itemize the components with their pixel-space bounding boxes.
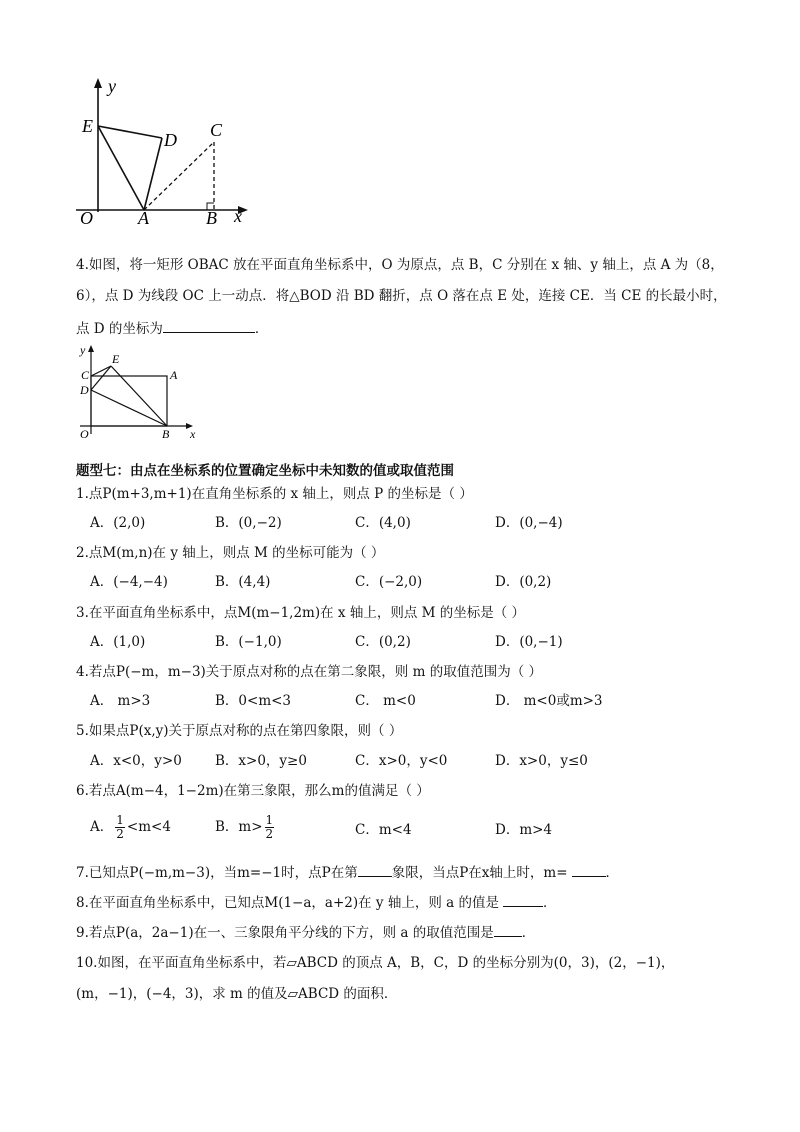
question-7-part-b: 象限，当点P在x轴上时，m= xyxy=(391,865,568,881)
question-10-line-1: 10.如图，在平面直角坐标系中，若▱ABCD 的顶点 A，B，C，D 的坐标分别为(0，3)，(2，−1)， xyxy=(76,955,675,971)
fig1-label-d: D xyxy=(164,130,177,150)
question-4-stem: 4.若点P(−m，m−3)关于原点对称的点在第二象限，则 m 的取值范围为（ ） xyxy=(76,664,542,680)
problem-4-line-3-text: 点 D 的坐标为 xyxy=(76,321,163,337)
fig2-label-x: x xyxy=(190,427,196,441)
problem-4-line-3-end: ． xyxy=(254,321,269,337)
question-9-end: ． xyxy=(521,925,536,941)
question-7-part-c: ． xyxy=(605,865,620,881)
question-1-stem: 1.点P(m+3,m+1)在直角坐标系的 x 轴上，则点 P 的坐标是（ ） xyxy=(76,486,473,502)
fig1-label-a: A xyxy=(138,208,149,228)
question-1-option-b[interactable]: B．(0,−2) xyxy=(215,515,282,531)
fraction xyxy=(115,814,125,841)
fraction-numerator: 1 xyxy=(265,813,274,827)
answer-blank[interactable] xyxy=(494,922,522,937)
fig2-label-a: A xyxy=(170,368,178,382)
question-8-text: 8.在平面直角坐标系中，已知点M(1−a，a+2)在 y 轴上，则 a 的值是 xyxy=(76,895,499,911)
question-6-option-b-text: B．m> xyxy=(215,819,263,835)
fraction-numerator: 1 xyxy=(116,813,124,827)
question-8 xyxy=(76,892,556,912)
question-2-option-a[interactable]: A．(−4,−4) xyxy=(90,574,168,590)
question-5-stem: 5.如果点P(x,y)关于原点对称的点在第四象限，则（ ） xyxy=(76,723,403,739)
question-6-option-b[interactable] xyxy=(215,814,276,841)
question-6-option-a-letter: A． xyxy=(90,819,114,835)
question-6-stem: 6.若点A(m−4，1−2m)在第三象限，那么m的值满足（ ） xyxy=(76,783,430,799)
fig1-label-y: y xyxy=(108,76,116,96)
question-5-option-a[interactable]: A．x<0，y>0 xyxy=(90,753,182,769)
answer-blank[interactable] xyxy=(358,862,392,877)
fig2-label-y: y xyxy=(80,343,86,357)
question-4-option-b[interactable]: B．0<m<3 xyxy=(215,693,292,709)
question-5-option-b[interactable]: B．x>0，y≥0 xyxy=(215,753,307,769)
question-2-option-c[interactable]: C．(−2,0) xyxy=(355,574,423,590)
question-1-option-d[interactable]: D．(0,−4) xyxy=(495,515,563,531)
fig1-label-c: C xyxy=(210,120,223,140)
problem-4-line-2: 6），点 D 为线段 OC 上一动点．将△BOD 沿 BD 翻折，点 O 落在点 E 处，连接 CE．当 CE 的长最小时， xyxy=(76,288,727,304)
fraction xyxy=(265,814,275,841)
question-2-stem: 2.点M(m,n)在 y 轴上，则点 M 的坐标可能为（ ） xyxy=(76,545,385,561)
question-3-option-a[interactable]: A．(1,0) xyxy=(90,634,146,650)
fig1-label-o: O xyxy=(80,208,93,228)
figure-1-diagram xyxy=(70,72,260,232)
question-2-option-b[interactable]: B．(4,4) xyxy=(215,574,271,590)
question-3-option-d[interactable]: D．(0,−1) xyxy=(495,634,563,650)
answer-blank[interactable] xyxy=(503,892,543,907)
question-9 xyxy=(76,922,535,942)
question-1-option-c[interactable]: C．(4,0) xyxy=(355,515,411,531)
answer-blank[interactable] xyxy=(572,862,606,877)
question-6-option-d[interactable]: D．m>4 xyxy=(495,822,553,838)
question-6-option-a-tail: <m<4 xyxy=(126,819,171,835)
fig2-label-b: B xyxy=(162,427,170,441)
fig1-label-b: B xyxy=(206,208,217,228)
question-1-option-a[interactable]: A．(2,0) xyxy=(90,515,146,531)
fig2-label-d: D xyxy=(80,383,89,397)
question-5-option-c[interactable]: C．x>0，y<0 xyxy=(355,753,448,769)
question-10-line-2: (m，−1)，(−4，3)，求 m 的值及▱ABCD 的面积． xyxy=(76,986,398,1002)
question-2-option-d[interactable]: D．(0,2) xyxy=(495,574,552,590)
question-3-stem: 3.在平面直角坐标系中，点M(m−1,2m)在 x 轴上，则点 M 的坐标是（ ） xyxy=(76,605,526,621)
figure-2-diagram xyxy=(74,342,204,446)
fig1-label-x: x xyxy=(234,206,242,226)
answer-blank[interactable] xyxy=(163,318,255,333)
question-4-option-a[interactable]: A． m>3 xyxy=(90,693,151,709)
question-6-option-c[interactable]: C．m<4 xyxy=(355,822,412,838)
question-7-part-a: 7.已知点P(−m,m−3)，当m=−1时，点P在第 xyxy=(76,865,358,881)
question-3-option-c[interactable]: C．(0,2) xyxy=(355,634,411,650)
fig1-label-e: E xyxy=(82,116,93,136)
fraction-denominator: 2 xyxy=(265,827,274,841)
fig2-label-e: E xyxy=(112,352,120,366)
fig2-label-o: O xyxy=(80,427,89,441)
problem-4-line-3 xyxy=(76,318,268,338)
question-4-option-c[interactable]: C． m<0 xyxy=(355,693,416,709)
question-7 xyxy=(76,862,619,882)
question-6-option-a[interactable] xyxy=(90,814,171,841)
fig2-label-c: C xyxy=(81,368,90,382)
section-title: 题型七：由点在坐标系的位置确定坐标中未知数的值或取值范围 xyxy=(76,463,454,479)
question-5-option-d[interactable]: D．x>0，y≤0 xyxy=(495,753,588,769)
question-8-end: ． xyxy=(542,895,557,911)
problem-4-line-1: 4.如图，将一矩形 OBAC 放在平面直角坐标系中，O 为原点，点 B，C 分别在 x 轴、y 轴上，点 A 为（8， xyxy=(76,257,724,273)
question-3-option-b[interactable]: B．(−1,0) xyxy=(215,634,282,650)
question-4-option-d[interactable]: D． m<0或m>3 xyxy=(495,693,603,709)
fraction-denominator: 2 xyxy=(116,827,124,841)
question-9-text: 9.若点P(a，2a−1)在一、三象限角平分线的下方，则 a 的取值范围是 xyxy=(76,925,494,941)
